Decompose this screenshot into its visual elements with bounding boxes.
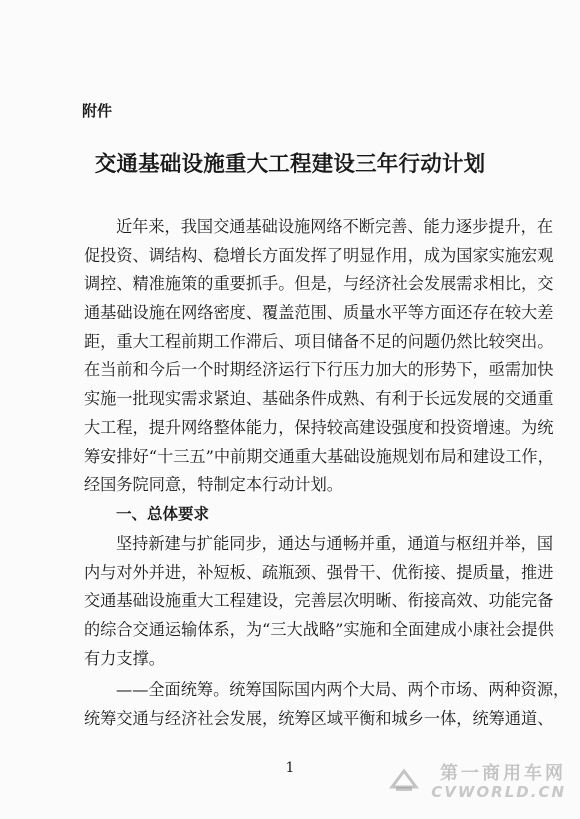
paragraph-line: 经国务院同意，特制定本行动计划。 (84, 475, 343, 495)
item1-paragraph (84, 676, 570, 733)
paragraph-line: 内与对外并进，补短板、疏瓶颈、强骨干、优衔接、提质量，推进 (84, 562, 554, 582)
document-title: 交通基础设施重大工程建设三年行动计划 (94, 152, 486, 177)
watermark-text-cn: 第一商用车网 (440, 763, 566, 784)
page-number: 1 (285, 760, 295, 776)
paragraph-line: 促投资、调结构、稳增长方面发挥了明显作用，成为国家实施宏观 (84, 245, 554, 265)
paragraph-line: ——全面统筹。统筹国际国内两个大局、两个市场、两种资源， (116, 680, 570, 699)
paragraph-line: 大工程，提升网络整体能力，保持较高建设强度和投资增速。为统 (84, 417, 554, 437)
paragraph-line: 近年来，我国交通基础设施网络不断完善、能力逐步提升，在 (116, 217, 554, 236)
paragraph-line: 统筹交通与经济社会发展，统筹区域平衡和城乡一体，统筹通道、 (84, 708, 554, 728)
paragraph-line: 的综合交通运输体系，为“三大战略”实施和全面建成小康社会提供 (84, 620, 554, 640)
paragraph-line: 通基础设施在网络密度、覆盖范围、质量水平等方面还存在较大差 (84, 303, 554, 323)
section-heading: 一、总体要求 (116, 505, 210, 523)
watermark-text-en: CVWORLD.CN (431, 783, 566, 801)
paragraph-line: 距，重大工程前期工作滞后、项目储备不足的问题仍然比较突出。 (84, 331, 554, 351)
attachment-label: 附件 (82, 102, 113, 120)
paragraph-line: 在当前和今后一个时期经济运行下行压力加大的形势下，亟需加快 (84, 360, 554, 380)
paragraph-line: 实施一批现实需求紧迫、基础条件成熟、有利于长远发展的交通重 (84, 389, 554, 409)
paragraph-line: 筹安排好“十三五”中前期交通重大基础设施规划布局和建设工作， (84, 446, 554, 466)
section-heading-block (84, 500, 502, 529)
paragraph-line: 交通基础设施重大工程建设，完善层次明晰、衔接高效、功能完备 (84, 591, 554, 611)
paragraph-line: 坚持新建与扩能同步，通达与通畅并重，通道与枢纽并举，国 (116, 534, 554, 553)
intro-paragraph (84, 213, 554, 500)
section1-paragraph (84, 530, 554, 673)
paragraph-line: 有力支撑。 (84, 648, 165, 668)
paragraph-line: 调控、精准施策的重要抓手。但是，与经济社会发展需求相比，交 (84, 274, 554, 294)
